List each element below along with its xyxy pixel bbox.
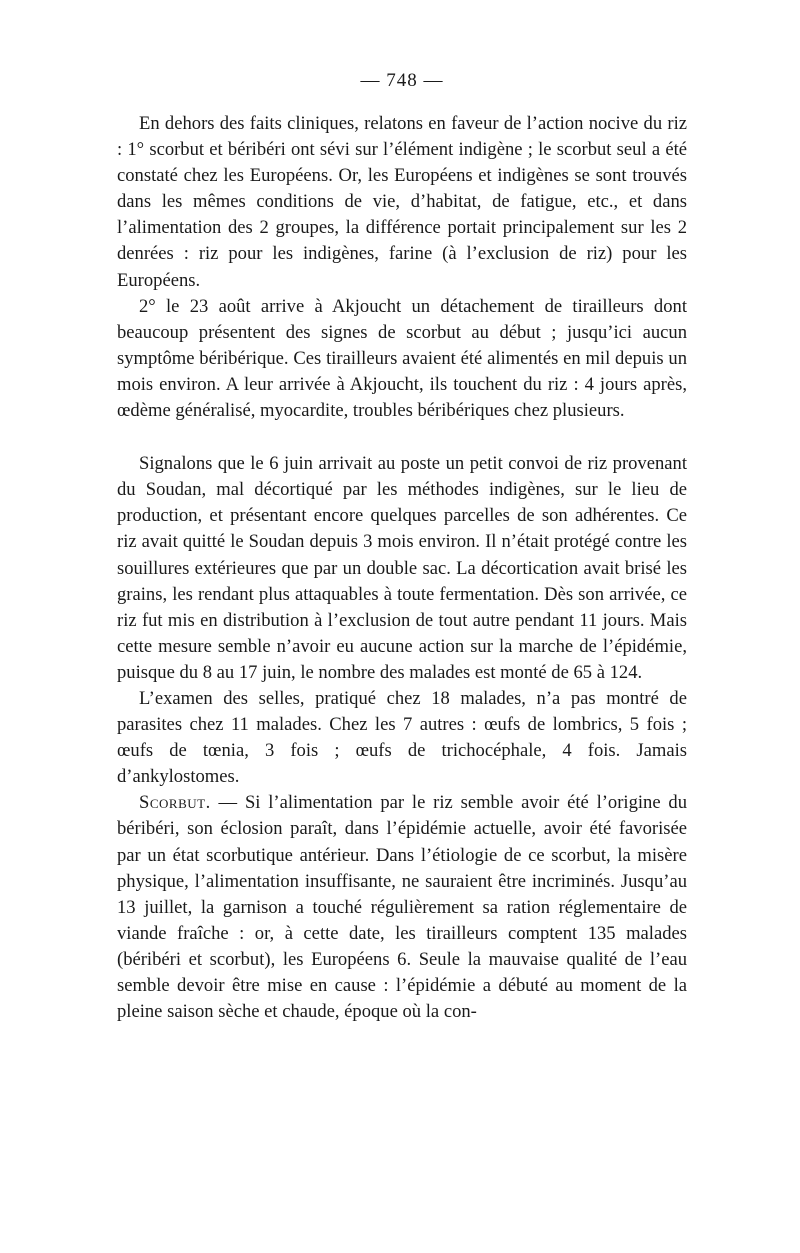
paragraph-akjoucht-detachement: 2° le 23 août arrive à Akjoucht un détachement de tirailleurs dont beaucoup présentent des signes de scorbut au début ; jusqu’ici aucun symptôme béribérique. Ces tirailleurs avaient été alimentés en mil depuis un mois environ. A leur arrivée à Akjoucht, ils touchent du riz : 4 jours après, œdème généralisé, myocardite, troubles béribériques chez plusieurs. — [117, 295, 687, 422]
paragraph-convoi-riz: Signalons que le 6 juin arrivait au poste un petit convoi de riz provenant du Soudan, mal décortiqué par les méthodes indigènes, sur le lieu de production, et présentant encore quelques parcelles de son adhérentes. Ce riz avait quitté le Soudan depuis 3 mois environ. Il n’était protégé contre les souillures extérieures que par un double sac. La décortication avait brisé les grains, les rendant plus attaquables à toute fermentation. Dès son arrivée, ce riz fut mis en distribution à l’exclusion de tout autre pendant 11 jours. Mais cette mesure semble n’avoir eu aucune action sur la marche de l’épidémie, puisque du 8 au 17 juin, le nombre des malades est monté de 65 à 124. — [117, 453, 687, 683]
page-number: — 748 — — [360, 70, 444, 91]
document-page — [117, 70, 687, 1025]
paragraph-examen-selles: L’examen des selles, pratiqué chez 18 malades, n’a pas montré de parasites chez 11 malades. Chez les 7 autres : œufs de lombrics, 5 fois ; œufs de tœnia, 3 fois ; œufs de trichocéphale, 4 fois. Jamais d’ankylostomes. — [117, 687, 687, 788]
paragraph-riz-action-nocive: En dehors des faits cliniques, relatons en faveur de l’action nocive du riz : 1° scorbut et béribéri ont sévi sur l’élément indigène ; le scorbut seul a été constaté chez les Européens. Or, les Européens et indigènes se sont trouvés dans les mêmes conditions de vie, d’habitat, de fatigue, etc., et dans l’alimentation des 2 groupes, la différence portait principalement sur les 2 denrées : riz pour les indigènes, farine (à l’exclusion de riz) pour les Européens. — [117, 113, 687, 291]
section-heading-scorbut: Scorbut. — [139, 792, 211, 814]
paragraph-scorbut-body: — Si l’alimentation par le riz semble avoir été l’origine du béribéri, son éclosion paraît, dans l’épidémie actuelle, avoir été favorisée par un état scorbutique antérieur. Dans l’étiologie de ce scorbut, la misère physique, l’alimentation insuffisante, ne sauraient être incriminés. Jusqu’au 13 juillet, la garnison a touché régulièrement sa ration réglementaire de viande fraîche : or, à cette date, les tirailleurs comptent 135 malades (béribéri et scorbut), les Européens 6. Seule la mauvaise qualité de l’eau semble devoir être mise en cause : l’épidémie a débuté au moment de la pleine saison sèche et chaude, époque où la con- — [117, 792, 687, 1023]
paragraph-scorbut — [117, 790, 687, 1025]
